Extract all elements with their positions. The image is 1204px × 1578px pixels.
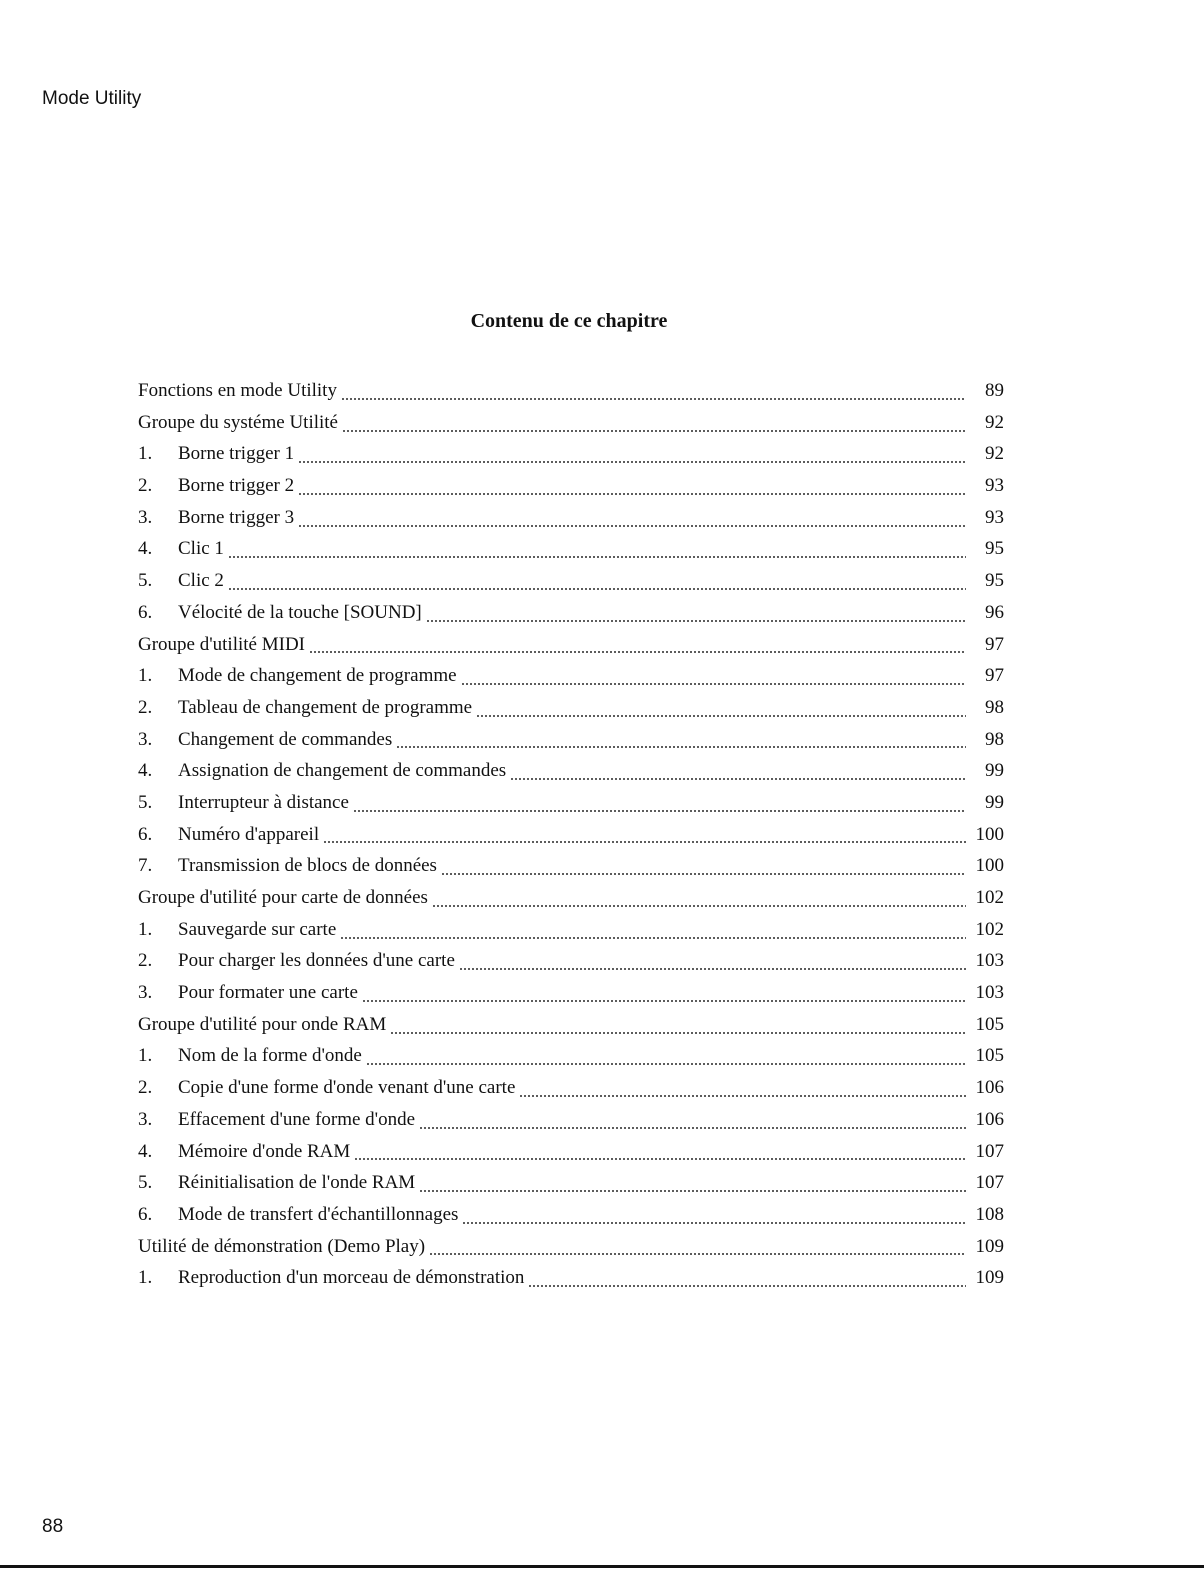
toc-entry-page: 99 <box>985 791 1004 813</box>
toc-entry <box>138 1109 1004 1141</box>
toc-entry-number: 1. <box>138 443 153 465</box>
toc-entry-page: 103 <box>975 982 1004 1004</box>
toc-leader-dots <box>476 714 966 718</box>
toc-entry-page: 99 <box>985 760 1004 782</box>
toc-leader-dots <box>432 904 966 908</box>
toc-entry-label: Réinitialisation de l'onde RAM <box>178 1172 416 1194</box>
toc-entry-label: Utilité de démonstration (Demo Play) <box>138 1235 426 1257</box>
toc-entry-label: Vélocité de la touche [SOUND] <box>178 601 422 623</box>
toc-entry <box>138 792 1004 824</box>
toc-entry-number: 6. <box>138 1203 153 1225</box>
toc-entry-number: 1. <box>138 1045 153 1067</box>
toc-entry <box>138 665 1004 697</box>
toc-entry-page: 107 <box>975 1172 1004 1194</box>
running-header: Mode Utility <box>42 88 142 109</box>
toc-leader-dots <box>459 967 966 971</box>
toc-leader-dots <box>419 1189 966 1193</box>
toc-entry-page: 105 <box>975 1045 1004 1067</box>
toc-leader-dots <box>426 619 966 623</box>
toc-leader-dots <box>323 840 966 844</box>
toc-entry-page: 92 <box>985 411 1004 433</box>
toc-entry-page: 109 <box>975 1235 1004 1257</box>
table-of-contents <box>138 380 1004 1299</box>
toc-entry <box>138 729 1004 761</box>
toc-entry <box>138 919 1004 951</box>
toc-entry <box>138 475 1004 507</box>
toc-entry-number: 5. <box>138 1172 153 1194</box>
toc-entry-number: 4. <box>138 760 153 782</box>
page-number: 88 <box>42 1516 64 1537</box>
toc-entry-page: 109 <box>975 1267 1004 1289</box>
toc-entry-page: 95 <box>985 538 1004 560</box>
toc-entry <box>138 950 1004 982</box>
toc-leader-dots <box>228 587 966 591</box>
toc-entry-label: Mode de changement de programme <box>178 665 457 687</box>
toc-leader-dots <box>441 872 966 876</box>
toc-entry-label: Clic 1 <box>178 538 224 560</box>
toc-entry-page: 93 <box>985 506 1004 528</box>
toc-entry-label: Groupe d'utilité MIDI <box>138 633 306 655</box>
toc-entry <box>138 1172 1004 1204</box>
toc-entry-label: Transmission de blocs de données <box>178 855 437 877</box>
toc-leader-dots <box>396 745 966 749</box>
toc-leader-dots <box>342 429 966 433</box>
toc-entry-label: Assignation de changement de commandes <box>178 760 507 782</box>
toc-entry-number: 5. <box>138 570 153 592</box>
toc-entry-page: 95 <box>985 570 1004 592</box>
bottom-rule <box>0 1565 1204 1568</box>
toc-entry <box>138 982 1004 1014</box>
toc-entry <box>138 1204 1004 1236</box>
toc-entry-number: 3. <box>138 982 153 1004</box>
toc-leader-dots <box>298 524 966 528</box>
toc-leader-dots <box>429 1252 966 1256</box>
toc-entry-label: Tableau de changement de programme <box>178 696 473 718</box>
toc-leader-dots <box>354 1157 966 1161</box>
toc-entry-label: Mémoire d'onde RAM <box>178 1140 351 1162</box>
toc-entry <box>138 1045 1004 1077</box>
toc-entry <box>138 1014 1004 1046</box>
toc-leader-dots <box>309 650 966 654</box>
toc-leader-dots <box>528 1284 966 1288</box>
toc-entry-number: 7. <box>138 855 153 877</box>
toc-entry-page: 106 <box>975 1108 1004 1130</box>
toc-entry-number: 4. <box>138 1140 153 1162</box>
toc-entry-label: Borne trigger 1 <box>178 443 295 465</box>
toc-entry-page: 97 <box>985 633 1004 655</box>
toc-entry <box>138 570 1004 602</box>
toc-leader-dots <box>298 492 966 496</box>
toc-entry <box>138 697 1004 729</box>
toc-entry-label: Mode de transfert d'échantillonnages <box>178 1203 459 1225</box>
toc-entry-page: 98 <box>985 696 1004 718</box>
toc-leader-dots <box>366 1062 966 1066</box>
toc-entry-number: 3. <box>138 728 153 750</box>
toc-entry-label: Pour formater une carte <box>178 982 358 1004</box>
toc-entry <box>138 380 1004 412</box>
toc-entry-number: 2. <box>138 696 153 718</box>
toc-entry-page: 100 <box>975 855 1004 877</box>
toc-entry-page: 106 <box>975 1077 1004 1099</box>
toc-entry <box>138 507 1004 539</box>
toc-entry <box>138 1236 1004 1268</box>
toc-leader-dots <box>340 936 966 940</box>
toc-entry-label: Changement de commandes <box>178 728 393 750</box>
toc-entry-label: Groupe du systéme Utilité <box>138 411 338 433</box>
toc-entry <box>138 760 1004 792</box>
toc-entry-page: 100 <box>975 823 1004 845</box>
toc-entry-label: Reproduction d'un morceau de démonstration <box>178 1267 525 1289</box>
toc-entry-page: 96 <box>985 601 1004 623</box>
toc-entry-label: Interrupteur à distance <box>178 791 349 813</box>
toc-entry-label: Sauvegarde sur carte <box>178 918 337 940</box>
toc-leader-dots <box>519 1094 966 1098</box>
toc-entry-label: Borne trigger 2 <box>178 475 295 497</box>
toc-entry <box>138 412 1004 444</box>
toc-entry-number: 3. <box>138 1108 153 1130</box>
toc-entry-page: 102 <box>975 918 1004 940</box>
toc-entry <box>138 538 1004 570</box>
toc-leader-dots <box>462 1221 966 1225</box>
toc-entry-page: 102 <box>975 887 1004 908</box>
toc-leader-dots <box>228 555 966 559</box>
toc-leader-dots <box>419 1126 966 1130</box>
toc-entry-number: 1. <box>138 1267 153 1289</box>
toc-entry-label: Groupe d'utilité pour onde RAM <box>138 1013 387 1035</box>
toc-entry-label: Clic 2 <box>178 570 224 592</box>
toc-entry-label: Pour charger les données d'une carte <box>178 950 455 972</box>
toc-leader-dots <box>298 460 966 464</box>
toc-entry-label: Effacement d'une forme d'onde <box>178 1108 416 1130</box>
toc-entry-number: 4. <box>138 538 153 560</box>
toc-entry <box>138 1141 1004 1173</box>
toc-leader-dots <box>353 809 966 813</box>
toc-entry-number: 2. <box>138 1077 153 1099</box>
toc-entry-number: 6. <box>138 601 153 623</box>
toc-entry-number: 5. <box>138 791 153 813</box>
toc-entry-page: 93 <box>985 475 1004 497</box>
toc-entry-page: 103 <box>975 950 1004 972</box>
toc-entry-page: 98 <box>985 728 1004 750</box>
toc-entry <box>138 443 1004 475</box>
toc-entry-number: 1. <box>138 918 153 940</box>
toc-entry <box>138 1077 1004 1109</box>
toc-entry-number: 6. <box>138 823 153 845</box>
toc-entry <box>138 634 1004 666</box>
chapter-contents-title: Contenu de ce chapitre <box>470 310 668 332</box>
toc-entry-page: 92 <box>985 443 1004 465</box>
toc-entry-label: Copie d'une forme d'onde venant d'une carte <box>178 1077 516 1099</box>
toc-entry-page: 105 <box>975 1013 1004 1035</box>
toc-entry-page: 108 <box>975 1203 1004 1225</box>
toc-leader-dots <box>510 777 966 781</box>
toc-entry-number: 3. <box>138 506 153 528</box>
toc-entry-number: 2. <box>138 950 153 972</box>
toc-entry-label: Groupe d'utilité pour carte de données <box>138 887 428 908</box>
toc-entry <box>138 824 1004 856</box>
toc-leader-dots <box>341 397 966 401</box>
toc-entry <box>138 855 1004 887</box>
toc-entry-label: Nom de la forme d'onde <box>178 1045 362 1067</box>
toc-leader-dots <box>461 682 966 686</box>
toc-entry-number: 1. <box>138 665 153 687</box>
toc-entry-label: Numéro d'appareil <box>178 823 320 845</box>
toc-entry-number: 2. <box>138 475 153 497</box>
toc-leader-dots <box>362 999 966 1003</box>
toc-entry-page: 97 <box>985 665 1004 687</box>
toc-entry <box>138 1267 1004 1299</box>
toc-entry-label: Borne trigger 3 <box>178 506 295 528</box>
toc-entry-label: Fonctions en mode Utility <box>138 380 337 401</box>
toc-entry <box>138 887 1004 919</box>
toc-entry-page: 89 <box>985 380 1004 401</box>
toc-entry-page: 107 <box>975 1140 1004 1162</box>
toc-leader-dots <box>390 1031 966 1035</box>
toc-entry <box>138 602 1004 634</box>
